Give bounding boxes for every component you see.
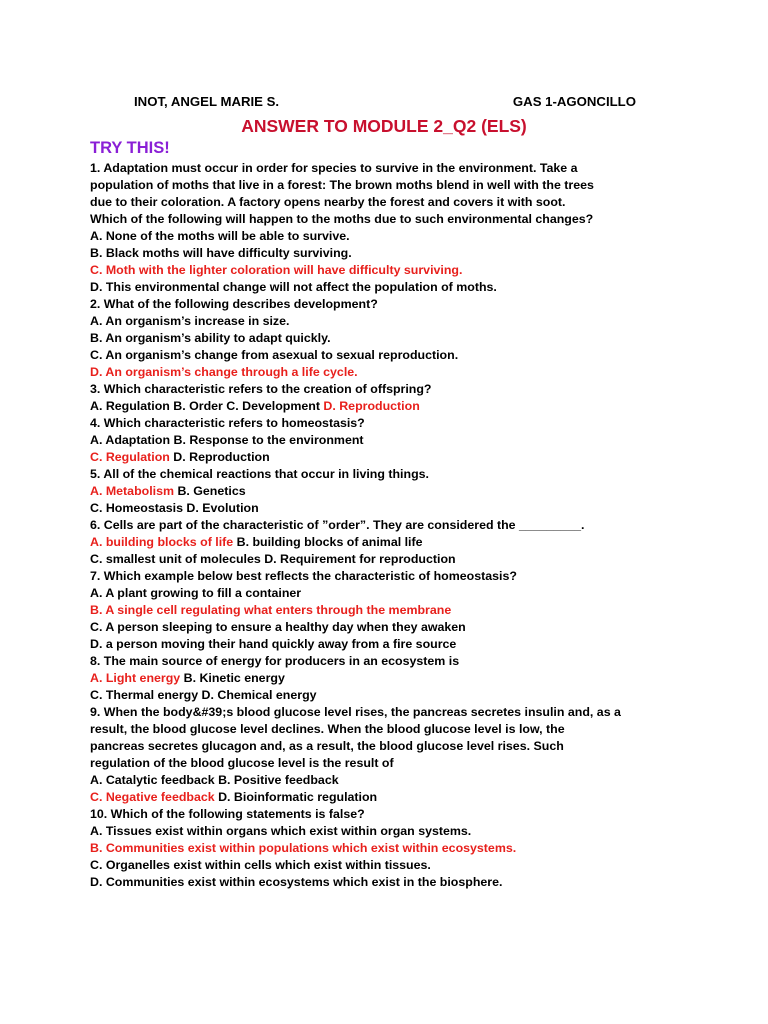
line-text: 6. Cells are part of the characteristic of ”order”. They are considered the _________. (90, 518, 585, 532)
line-text: A. Catalytic feedback B. Positive feedback (90, 773, 339, 787)
line-text: 4. Which characteristic refers to homeostasis? (90, 416, 365, 430)
line-text: A. Adaptation B. Response to the environment (90, 433, 364, 447)
text-line (90, 585, 650, 602)
text-line (90, 551, 650, 568)
line-text: D. Bioinformatic regulation (214, 790, 378, 804)
line-text: A. Regulation B. Order C. Development (90, 399, 324, 413)
text-line (90, 245, 650, 262)
line-text: C. Homeostasis D. Evolution (90, 501, 259, 515)
text-line (90, 874, 650, 891)
line-text: B. Kinetic energy (180, 671, 285, 685)
selected-answer: A. Metabolism (90, 484, 174, 498)
selected-answer: A. building blocks of life (90, 535, 234, 549)
student-section: GAS 1-AGONCILLO (512, 94, 636, 109)
question-answer-list (90, 160, 650, 891)
line-text: 9. When the body&#39;s blood glucose level rises, the pancreas secretes insulin and, as a (90, 705, 621, 719)
selected-answer: A. Light energy (90, 671, 181, 685)
selected-answer: B. Communities exist within populations which exist within ecosystems. (90, 841, 517, 855)
text-line (90, 619, 650, 636)
text-line (90, 364, 650, 381)
text-line (90, 500, 650, 517)
text-line (90, 738, 650, 755)
text-line (90, 347, 650, 364)
text-line (90, 228, 650, 245)
line-text: A. Tissues exist within organs which exist within organ systems. (90, 824, 472, 838)
text-line (90, 211, 650, 228)
line-text: 8. The main source of energy for producers in an ecosystem is (90, 654, 460, 668)
line-text: B. Genetics (174, 484, 246, 498)
text-line (90, 602, 650, 619)
line-text: Which of the following will happen to the moths due to such environmental changes? (90, 212, 594, 226)
line-text: C. smallest unit of molecules D. Requirement for reproduction (90, 552, 456, 566)
text-line (90, 653, 650, 670)
line-text: B. Black moths will have difficulty surviving. (90, 246, 352, 260)
text-line (90, 177, 650, 194)
line-text: D. Reproduction (169, 450, 270, 464)
selected-answer: C. Moth with the lighter coloration will have difficulty surviving. (90, 263, 463, 277)
text-line (90, 721, 650, 738)
document-title: ANSWER TO MODULE 2_Q2 (ELS) (241, 116, 527, 136)
text-line (90, 466, 650, 483)
line-text: 2. What of the following describes development? (90, 297, 378, 311)
line-text: B. building blocks of animal life (233, 535, 423, 549)
document-header (134, 93, 636, 111)
line-text: 3. Which characteristic refers to the creation of offspring? (90, 382, 432, 396)
text-line (90, 687, 650, 704)
line-text: A. A plant growing to fill a container (90, 586, 302, 600)
text-line (90, 568, 650, 585)
line-text: C. A person sleeping to ensure a healthy day when they awaken (90, 620, 466, 634)
line-text: A. None of the moths will be able to survive. (90, 229, 350, 243)
line-text: A. An organism’s increase in size. (90, 314, 290, 328)
text-line (90, 789, 650, 806)
text-line (90, 517, 650, 534)
text-line (90, 755, 650, 772)
text-line (90, 313, 650, 330)
section-heading: TRY THIS! (90, 139, 170, 157)
selected-answer: C. Regulation (90, 450, 170, 464)
text-line (90, 194, 650, 211)
text-line (90, 415, 650, 432)
line-text: population of moths that live in a forest: The brown moths blend in well with the trees (90, 178, 594, 192)
text-line (90, 636, 650, 653)
line-text: C. Organelles exist within cells which exist within tissues. (90, 858, 431, 872)
text-line (90, 704, 650, 721)
text-line (90, 670, 650, 687)
text-line (90, 806, 650, 823)
line-text: D. a person moving their hand quickly away from a fire source (90, 637, 457, 651)
text-line (90, 279, 650, 296)
line-text: 1. Adaptation must occur in order for species to survive in the environment. Take a (90, 161, 578, 175)
text-line (90, 398, 650, 415)
student-name: INOT, ANGEL MARIE S. (134, 94, 280, 109)
line-text: pancreas secretes glucagon and, as a result, the blood glucose level rises. Such (90, 739, 564, 753)
line-text: D. This environmental change will not affect the population of moths. (90, 280, 497, 294)
text-line (90, 534, 650, 551)
line-text: due to their coloration. A factory opens nearby the forest and covers it with soot. (90, 195, 566, 209)
text-line (90, 296, 650, 313)
line-text: regulation of the blood glucose level is the result of (90, 756, 394, 770)
text-line (90, 449, 650, 466)
selected-answer: D. Reproduction (323, 399, 420, 413)
selected-answer: C. Negative feedback (90, 790, 215, 804)
text-line (90, 772, 650, 789)
line-text: D. Communities exist within ecosystems which exist in the biosphere. (90, 875, 503, 889)
line-text: C. An organism’s change from asexual to sexual reproduction. (90, 348, 459, 362)
text-line (90, 262, 650, 279)
text-line (90, 823, 650, 840)
text-line (90, 330, 650, 347)
text-line (90, 483, 650, 500)
selected-answer: B. A single cell regulating what enters through the membrane (90, 603, 452, 617)
line-text: result, the blood glucose level declines. When the blood glucose level is low, the (90, 722, 565, 736)
line-text: C. Thermal energy D. Chemical energy (90, 688, 317, 702)
text-line (90, 381, 650, 398)
text-line (90, 840, 650, 857)
line-text: 5. All of the chemical reactions that occur in living things. (90, 467, 429, 481)
line-text: 7. Which example below best reflects the characteristic of homeostasis? (90, 569, 517, 583)
text-line (90, 857, 650, 874)
line-text: 10. Which of the following statements is false? (90, 807, 365, 821)
text-line (90, 160, 650, 177)
text-line (90, 432, 650, 449)
selected-answer: D. An organism’s change through a life cycle. (90, 365, 358, 379)
line-text: B. An organism’s ability to adapt quickly. (90, 331, 331, 345)
